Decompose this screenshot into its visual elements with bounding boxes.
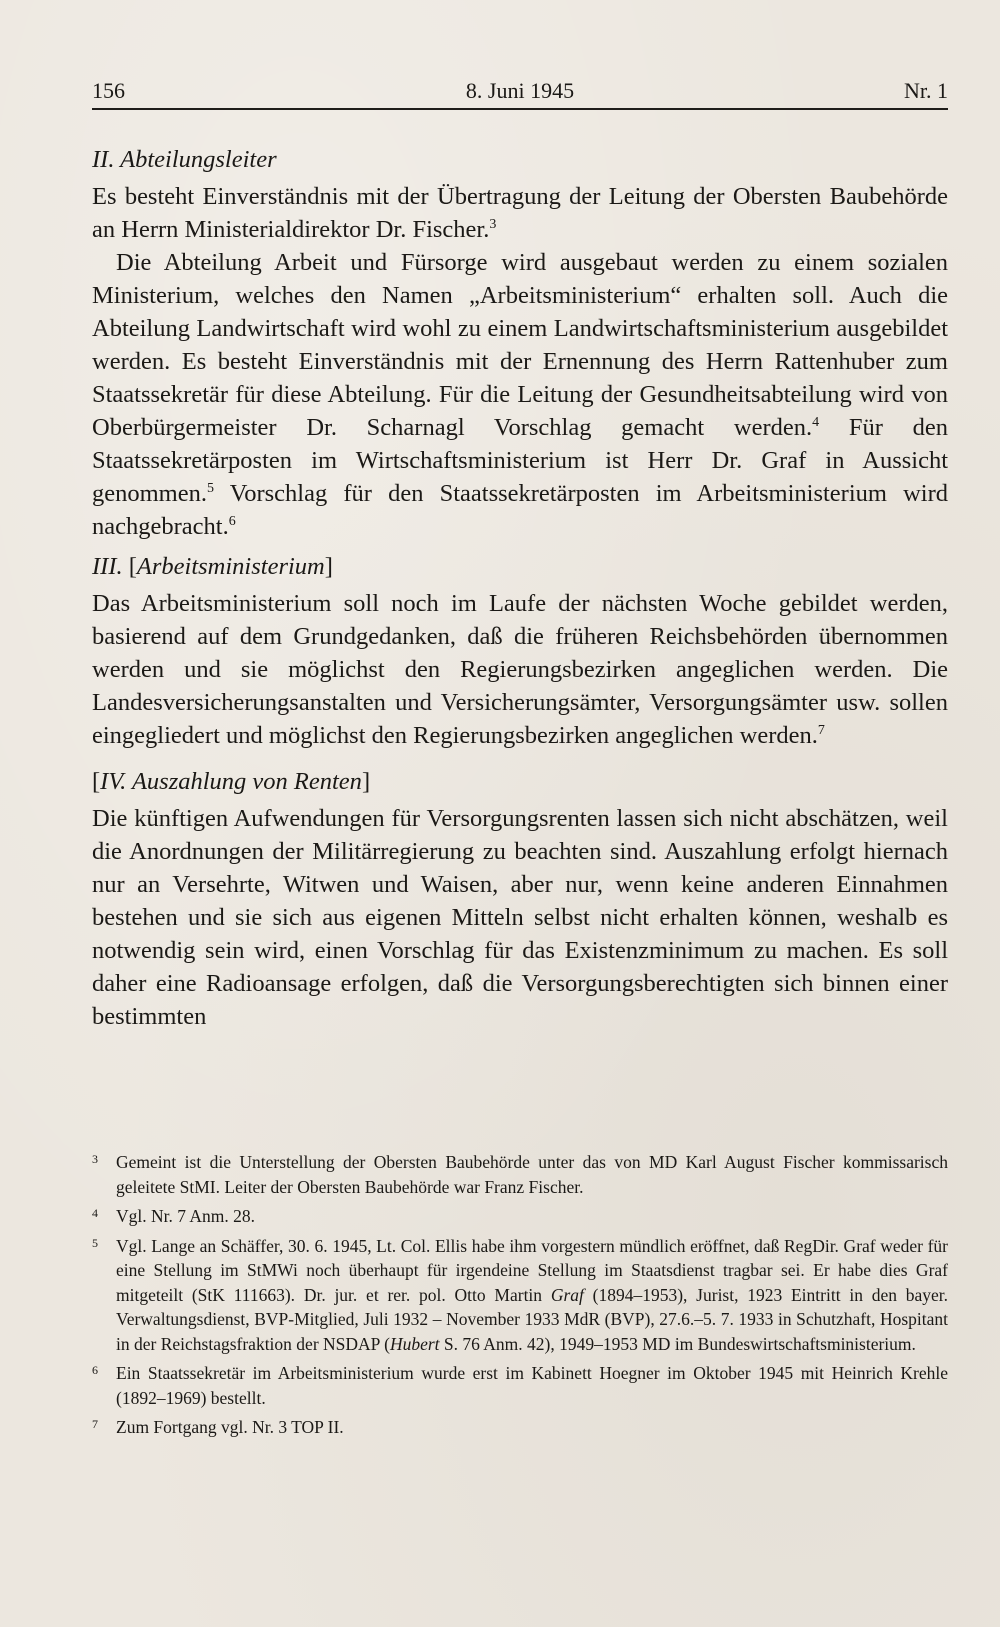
header-date: 8. Juni 1945 <box>465 78 575 103</box>
footnote-text: (1894–1953), Jurist, 1923 Eintritt in den bayer. Verwaltungsdienst, BVP-Mitglied, Juli 1932 – November 1933 MdR (BVP), 27.6.–5. 7. 1933 in Schutzhaft, Hospitant in der Reichstagsfraktion der NSDAP ( <box>116 1284 949 1354</box>
footnote <box>92 1415 948 1440</box>
page-number: 156 <box>92 78 125 103</box>
paragraph-text: Für den Staatssekretärposten im Wirtschaftsministerium ist Herr Dr. Graf in Aussicht genommen. <box>92 414 948 507</box>
footnote <box>92 1204 948 1229</box>
footnote-marker: 4 <box>92 1206 98 1220</box>
paragraph-text: Vorschlag für den Staatssekretärposten im Arbeitsministerium wird nachgebracht. <box>92 480 948 540</box>
footnote-text: Ein Staatssekretär im Arbeitsministerium wurde erst im Kabinett Hoegner im Oktober 1945 mit Heinrich Krehle (1892–1969) bestellt. <box>116 1363 948 1408</box>
bracket-open: [ <box>92 768 101 795</box>
footnote-text: Gemeint ist die Unterstellung der Obersten Baubehörde unter das von MD Karl August Fischer kommissarisch geleitete StMI. Leiter der Obersten Baubehörde war Franz Fischer. <box>116 1152 948 1197</box>
footnote-marker: 5 <box>92 1235 98 1250</box>
footnote-italic-reference: Hubert <box>389 1333 440 1354</box>
footnote-text: Zum Fortgang vgl. Nr. 3 TOP II. <box>116 1417 344 1437</box>
footnote-text: S. 76 Anm. 42), 1949–1953 MD im Bundeswirtschaftsministerium. <box>439 1333 916 1354</box>
bracket-close: ] <box>361 768 371 795</box>
footnote-text: Vgl. Nr. 7 Anm. 28. <box>116 1206 256 1226</box>
footnote <box>92 1150 948 1199</box>
paragraph-text: Die künftigen Aufwendungen für Versorgungsrenten lassen sich nicht abschätzen, weil die Anordnungen der Militärregierung zu beachten sind. Auszahlung erfolgt hiernach nur an Versehrte, Witwen und Waisen, aber nur, wenn keine anderen Einnahmen bestehen und sie sich aus eigenen Mitteln selbst nicht erhalten können, weshalb es notwendig sein wird, einen Vorschlag für das Existenzminimum zu machen. Es soll daher eine Radioansage erfolgen, daß die Versorgungsberechtigten sich binnen einer bestimmten <box>92 805 948 1030</box>
footnote-text: Vgl. Lange an Schäffer, 30. 6. 1945, Lt. Col. Ellis habe ihm vorgestern mündlich eröffnet, daß RegDir. Graf weder für eine Stellung im StMWi noch überhaupt für irgendeine Stellung im Staatsdienst tragbar sei. Er habe dies Graf mitgeteilt (StK 111663). Dr. jur. et rer. pol. Otto Martin <box>116 1235 948 1305</box>
footnote-italic-name: Graf <box>550 1284 584 1305</box>
bracket-open: [ <box>128 553 137 580</box>
section-title: Arbeitsministerium <box>136 553 325 580</box>
footnote-marker: 6 <box>92 1363 98 1377</box>
footnote-ref: 7 <box>817 722 825 738</box>
footnote-marker: 7 <box>92 1417 98 1431</box>
footnote-ref: 4 <box>812 414 820 430</box>
footnote-ref: 5 <box>207 480 214 496</box>
paragraph <box>92 802 948 1033</box>
footnote-ref: 6 <box>228 513 236 529</box>
paragraph <box>92 587 948 752</box>
running-header <box>92 74 948 110</box>
header-rule <box>92 108 948 110</box>
section-heading-ii-text: II. Abteilungsleiter <box>92 146 277 173</box>
footnotes <box>92 1150 948 1445</box>
footnote-ref: 3 <box>489 216 497 232</box>
footnote <box>92 1361 948 1410</box>
document-number: Nr. 1 <box>904 78 948 103</box>
section-title: IV. Auszahlung von Renten <box>100 768 362 795</box>
footnote <box>92 1234 948 1357</box>
main-text <box>92 140 948 1033</box>
footnote-marker: 3 <box>92 1152 98 1166</box>
section-heading-iii <box>92 547 948 587</box>
section-number: III. <box>92 553 123 580</box>
paragraph-text: Es besteht Einverständnis mit der Übertragung der Leitung der Obersten Baubehörde an Herrn Ministerialdirektor Dr. Fischer. <box>92 183 948 243</box>
section-heading-iv <box>92 762 948 802</box>
bracket-close: ] <box>324 553 333 580</box>
paragraph-text: Das Arbeitsministerium soll noch im Laufe der nächsten Woche gebildet werden, basierend auf dem Grundgedanken, daß die früheren Reichsbehörden übernommen werden und sie möglichst den Regierungsbezirken angeglichen werden. Die Landesversicherungsanstalten und Versicherungsämter, Versorgungsämter usw. sollen eingegliedert und möglichst den Regierungsbezirken angeglichen werden. <box>92 590 948 749</box>
paragraph <box>92 246 948 543</box>
section-heading-ii <box>92 140 948 180</box>
paragraph <box>92 180 948 246</box>
paragraph-text: Die Abteilung Arbeit und Fürsorge wird ausgebaut werden zu einem sozialen Ministerium, welches den Namen „Arbeitsministerium“ erhalten soll. Auch die Abteilung Landwirtschaft wird wohl zu einem Landwirtschaftsministerium ausgebildet werden. Es besteht Einverständnis mit der Ernennung des Herrn Rattenhuber zum Staatssekretär für diese Abteilung. Für die Leitung der Gesundheitsabteilung wird von Oberbürgermeister Dr. Scharnagl Vorschlag gemacht werden. <box>92 249 948 441</box>
